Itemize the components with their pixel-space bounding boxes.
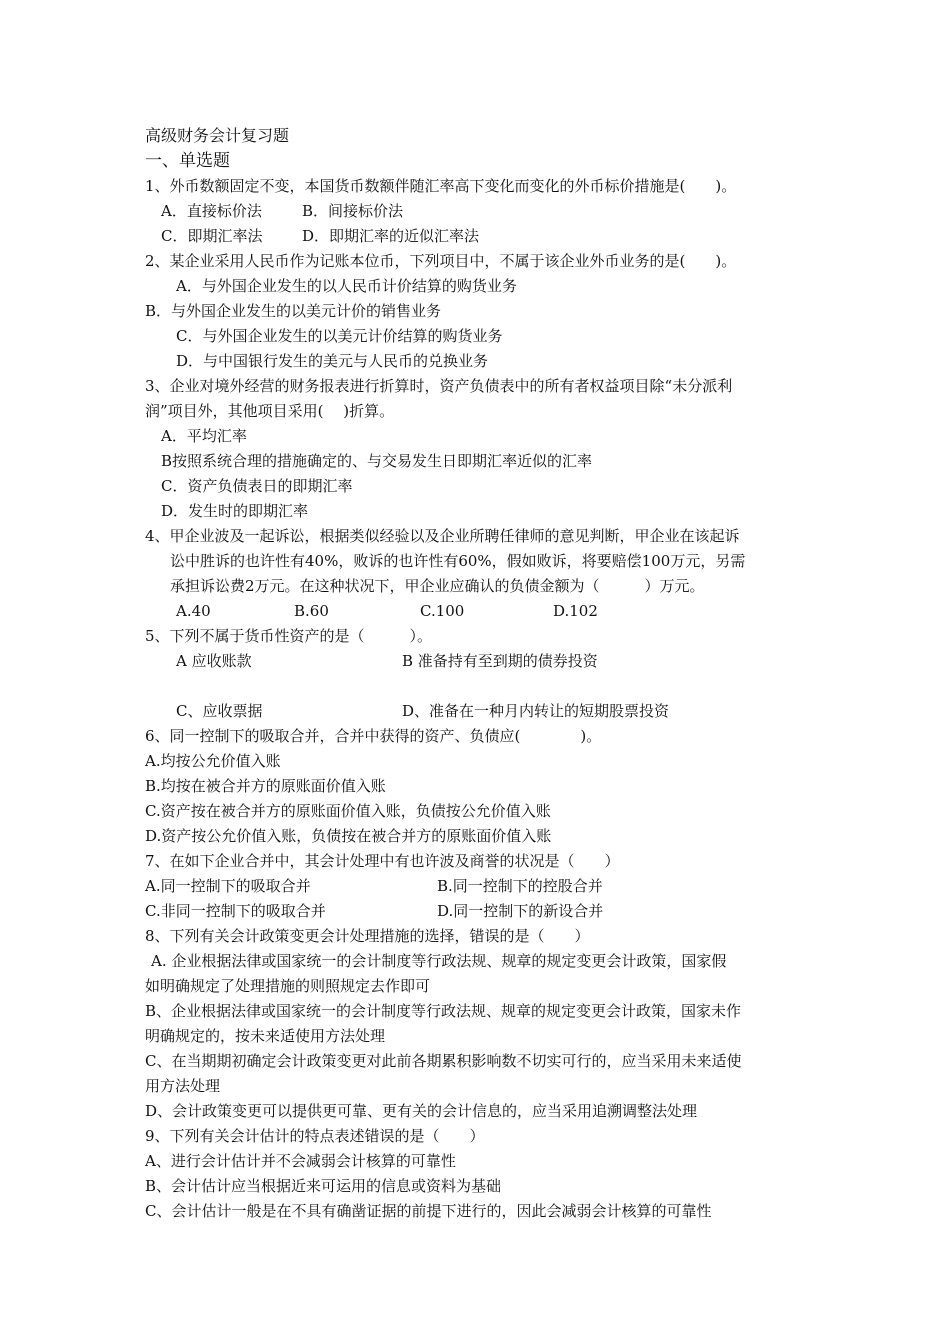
question-1-option-c: C．即期汇率法 <box>161 227 263 245</box>
question-4-option-c: C.100 <box>420 602 465 620</box>
question-6-option-b: B.均按在被合并方的原账面价值入账 <box>145 777 386 795</box>
question-3-option-a: A．平均汇率 <box>161 427 247 445</box>
question-4-stem-line-2: 讼中胜诉的也许性有40%，败诉的也许性有60%，假如败诉，将要赔偿100万元，另需 <box>170 552 746 570</box>
question-4-stem-line-3: 承担诉讼费2万元。在这种状况下，甲企业应确认的负债金额为（ ）万元。 <box>170 577 705 595</box>
question-8-option-c-line-2: 用方法处理 <box>145 1077 221 1095</box>
question-6-option-c: C.资产按在被合并方的原账面价值入账，负债按公允价值入账 <box>145 802 551 820</box>
question-6-option-d: D.资产按公允价值入账，负债按在被合并方的原账面价值入账 <box>145 827 552 845</box>
question-5-stem: 5、下列不属于货币性资产的是（ ）。 <box>145 627 433 645</box>
question-2-option-a: A．与外国企业发生的以人民币计价结算的购货业务 <box>176 277 517 295</box>
question-5-option-a: A 应收账款 <box>176 652 252 670</box>
question-8-stem: 8、下列有关会计政策变更会计处理措施的选择，错误的是（ ） <box>145 927 590 945</box>
question-1-stem: 1、外币数额固定不变，本国货币数额伴随汇率高下变化而变化的外币标价措施是( )。 <box>145 177 737 195</box>
question-9-option-a: A、进行会计估计并不会减弱会计核算的可靠性 <box>145 1152 456 1170</box>
question-2-stem: 2、某企业采用人民币作为记账本位币，下列项目中，不属于该企业外币业务的是( )。 <box>145 252 737 270</box>
question-8-option-a-line-1: A. 企业根据法律或国家统一的会计制度等行政法规、规章的规定变更会计政策，国家假 <box>151 952 727 970</box>
document-title: 高级财务会计复习题 <box>145 126 290 145</box>
question-8-option-b-line-1: B、企业根据法律或国家统一的会计制度等行政法规、规章的规定变更会计政策，国家未作 <box>145 1002 742 1020</box>
question-2-option-d: D．与中国银行发生的美元与人民币的兑换业务 <box>176 352 489 370</box>
question-3-option-d: D．发生时的即期汇率 <box>161 502 309 520</box>
question-3-stem-line-2: 润”项目外，其他项目采用( )折算。 <box>145 402 395 420</box>
question-6-stem: 6、同一控制下的吸取合并，合并中获得的资产、负债应( )。 <box>145 727 602 745</box>
question-7-option-a: A.同一控制下的吸取合并 <box>145 877 311 895</box>
question-2-option-b: B．与外国企业发生的以美元计价的销售业务 <box>145 302 442 320</box>
question-5-option-d: D、准备在一种月内转让的短期股票投资 <box>402 702 670 720</box>
question-1-option-b: B．间接标价法 <box>302 202 404 220</box>
question-5-option-c: C、应收票据 <box>176 702 263 720</box>
question-3-option-b: B按照系统合理的措施确定的、与交易发生日即期汇率近似的汇率 <box>161 452 593 470</box>
question-8-option-c-line-1: C、在当期期初确定会计政策变更对此前各期累积影响数不切实可行的，应当采用未来适使 <box>145 1052 742 1070</box>
question-1-option-d: D．即期汇率的近似汇率法 <box>302 227 480 245</box>
question-8-option-b-line-2: 明确规定的，按未来适使用方法处理 <box>145 1027 386 1045</box>
question-1-option-a: A．直接标价法 <box>161 202 262 220</box>
question-8-option-d: D、会计政策变更可以提供更可靠、更有关的会计信息的，应当采用追溯调整法处理 <box>145 1102 698 1120</box>
question-7-option-b: B.同一控制下的控股合并 <box>437 877 603 895</box>
question-2-option-c: C．与外国企业发生的以美元计价结算的购货业务 <box>176 327 503 345</box>
question-4-option-d: D.102 <box>553 602 598 620</box>
section-heading: 一、单选题 <box>145 151 230 171</box>
question-9-option-b: B、会计估计应当根据近来可运用的信息或资料为基础 <box>145 1177 502 1195</box>
question-9-stem: 9、下列有关会计估计的特点表述错误的是（ ） <box>145 1127 485 1145</box>
question-3-option-c: C．资产负债表日的即期汇率 <box>161 477 353 495</box>
question-3-stem-line-1: 3、企业对境外经营的财务报表进行折算时，资产负债表中的所有者权益项目除“未分派利 <box>145 377 733 395</box>
question-5-option-b: B 准备持有至到期的债券投资 <box>402 652 598 670</box>
question-7-option-c: C.非同一控制下的吸取合并 <box>145 902 326 920</box>
question-6-option-a: A.均按公允价值入账 <box>145 752 281 770</box>
question-4-stem-line-1: 4、甲企业波及一起诉讼，根据类似经验以及企业所聘任律师的意见判断，甲企业在该起诉 <box>145 527 740 545</box>
question-4-option-b: B.60 <box>294 602 329 620</box>
question-4-option-a: A.40 <box>176 602 211 620</box>
question-9-option-c: C、会计估计一般是在不具有确凿证据的前提下进行的，因此会减弱会计核算的可靠性 <box>145 1202 712 1220</box>
question-7-stem: 7、在如下企业合并中，其会计处理中有也许波及商誉的状况是（ ） <box>145 852 620 870</box>
question-7-option-d: D.同一控制下的新设合并 <box>437 902 604 920</box>
question-8-option-a-line-2: 如明确规定了处理措施的则照规定去作即可 <box>145 977 431 995</box>
